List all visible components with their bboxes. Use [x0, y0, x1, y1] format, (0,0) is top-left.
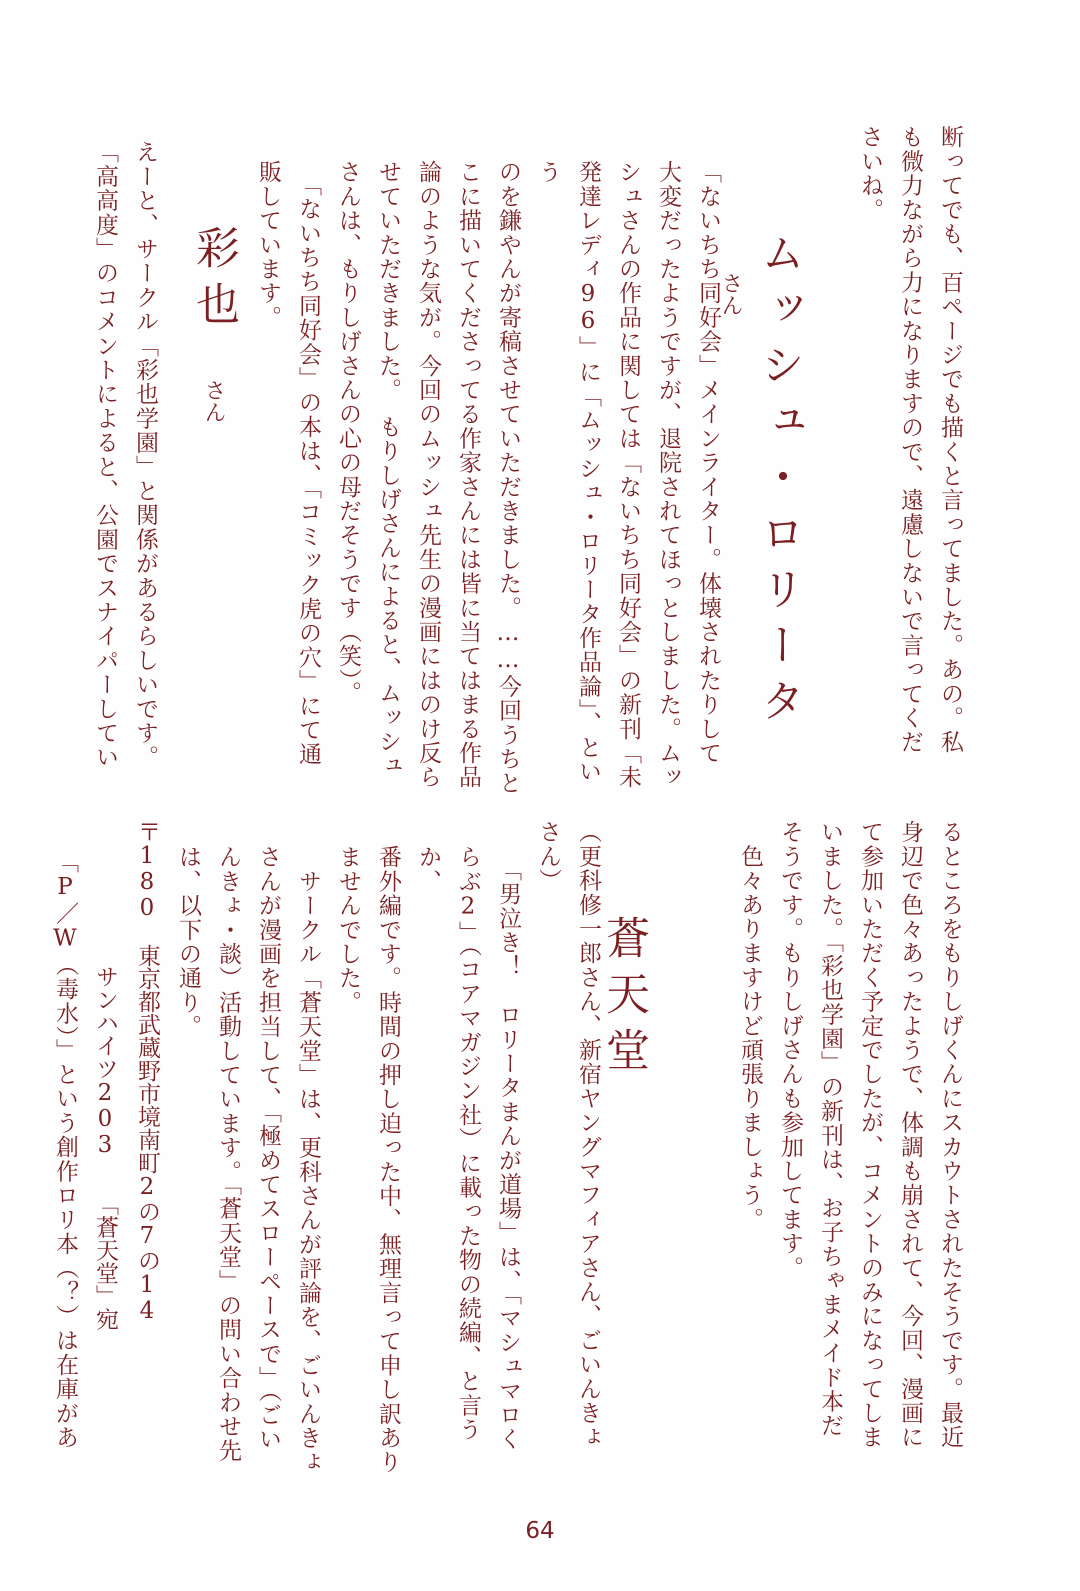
soutendou-subheading: （更科修一郎さん、新宿ヤングマフィアさん、ごいんきょ さん）	[535, 820, 601, 1450]
heading-name: ムッシュ・ロリータ	[753, 230, 804, 734]
heading-suffix: さん	[201, 379, 226, 423]
ayaya-continued-paragraph: るところをもりしげくんにスカウトされたそうです。最近 身辺で色々あったようで、体調も崩されて、今回、漫画に て参加いただく予定でしたが、コメントのみになってしま いました。「彩也学園」の新刊は、お子ちゃまメイド本だ そうです。もりしげさんも参加してます。 色々ありますけど頑張りましょう。	[737, 820, 963, 1450]
mussyu-paragraph: 「ないちち同好会」メインライター。体壊されたりして 大変だったようですが、退院されてほっとしました。ムッ シュさんの作品に関しては「ないちち同好会」の新刊「未 発達レディ96」に「ムッシュ・ロリータ作品論」、という のを鎌やんが寄稿させていただきました。……今回うちと こに描いてくださってる作家さんには皆に当てはまる作品 論のような気が。今回のムッシュ先生の漫画にはのけ反ら せていただきました。 もりしげさんによると、ムッシュ さんは、もりしげさんの心の母だそうです（笑）。 「ないちち同好会」の本は、「コミック虎の穴」にて通 販しています。	[255, 160, 721, 796]
pw-paragraph: 「P／W（毒水）」という創作ロリ本（？）は在庫があ	[52, 850, 78, 1450]
page-number: 64	[525, 1518, 555, 1544]
soutendou-paragraph: 「男泣き！ ロリータまんが道場」は、「マシュマロく らぶ2」（コアマガジン社）に載った物の続編、と言うか、 番外編です。時間の押し迫った中、無理言って申し訳あり ませんでした。 サークル「蒼天堂」は、更科さんが評論を、ごいんきょ さんが漫画を担当して、「極めてスローペースで」（ごい んきょ・談）活動しています。「蒼天堂」の問い合わせ先 は、以下の通り。	[175, 845, 521, 1475]
heading-ayaya	[181, 225, 245, 425]
heading-mussyu-lolita	[715, 230, 810, 790]
ayaya-paragraph: えーと、サークル「彩也学園」と関係があるらしいです。 「高高度」のコメントによると、公園でスナイパーしてい	[92, 140, 158, 770]
postal-address-line2: サンハイツ203 「蒼天堂」宛	[92, 965, 118, 1331]
heading-name: 蒼天堂	[598, 915, 649, 1083]
postal-address-line1: 〒180 東京都武蔵野市境南町2の7の14	[134, 820, 160, 1324]
heading-name: 彩也	[188, 225, 239, 337]
intro-paragraph: 断ってでも、百ページでも描くと言ってました。あの。私 も微力ながら力になりますので、遠慮しないで言ってくだ さいね。	[857, 125, 963, 755]
heading-suffix: さん	[718, 272, 743, 316]
